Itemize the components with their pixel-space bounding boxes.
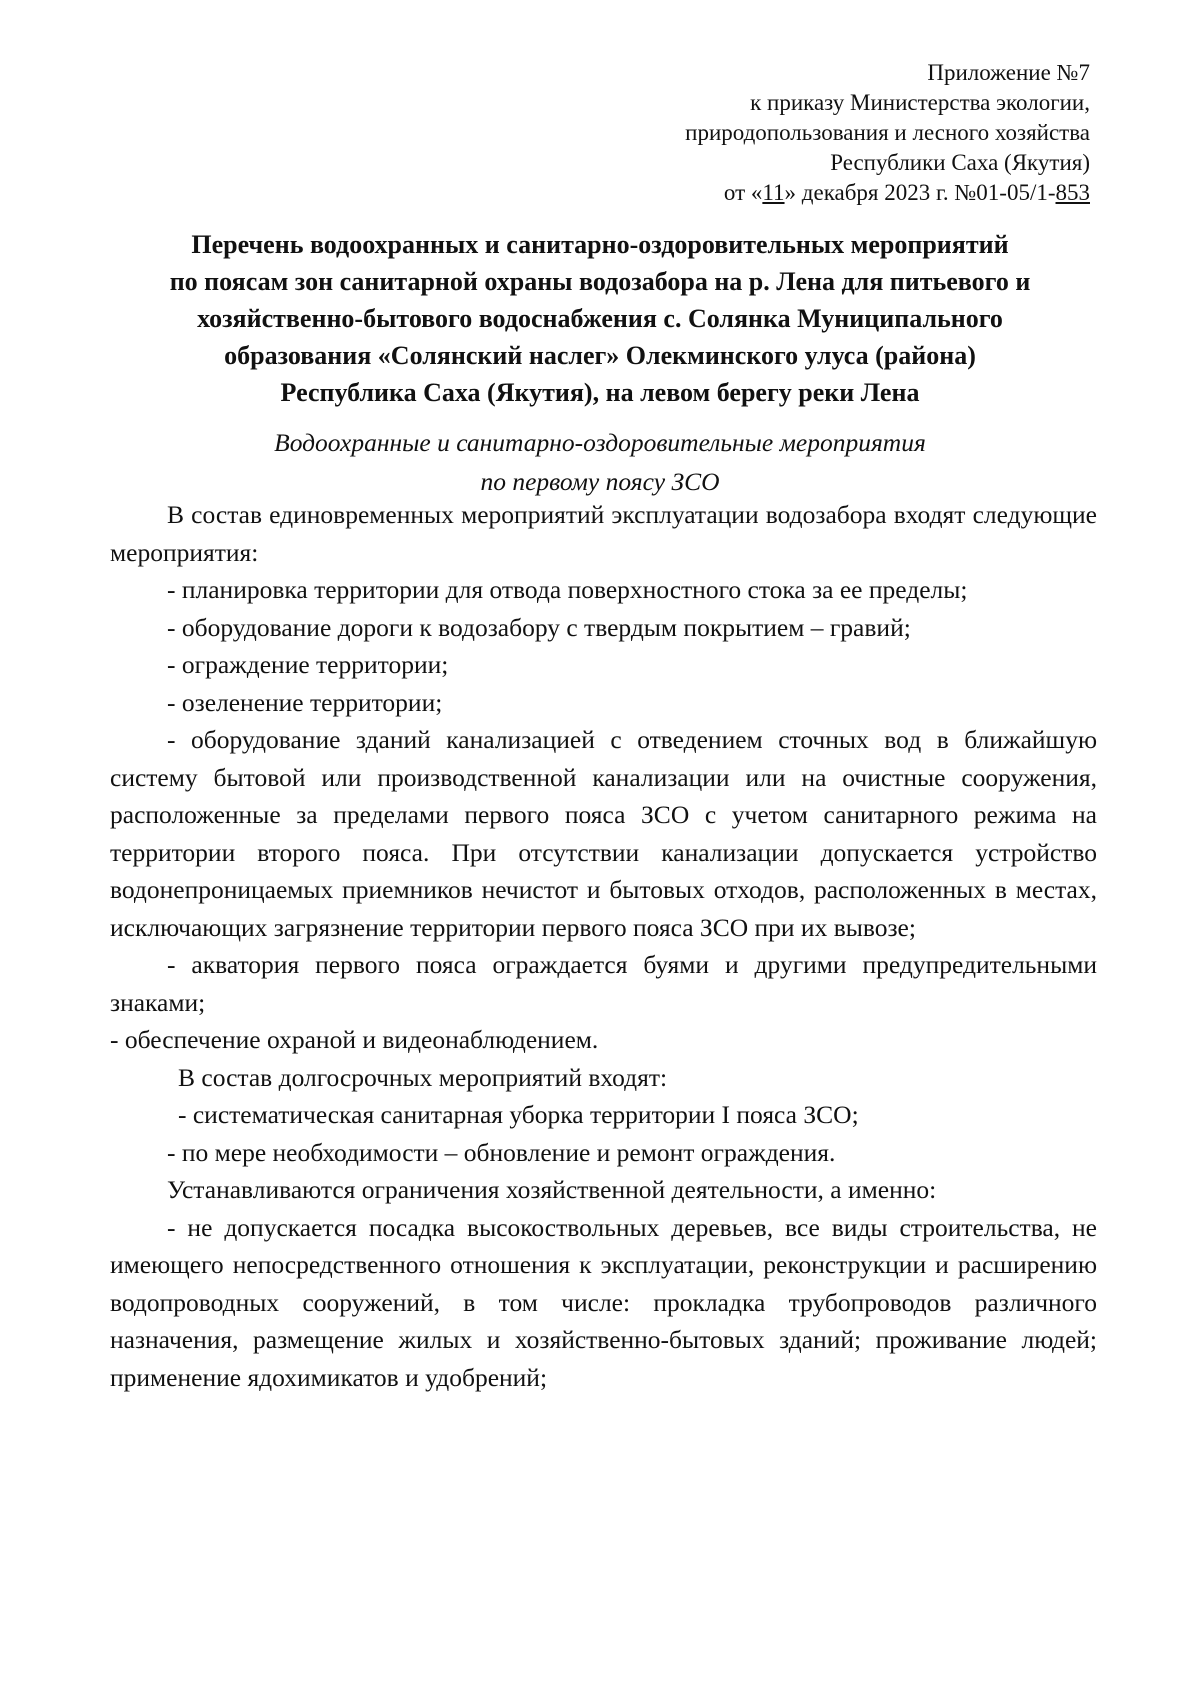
longterm-item-repair: - по мере необходимости – обновление и ремонт ограждения.	[167, 1137, 836, 1167]
subtitle-line-2: по первому поясу ЗСО	[480, 467, 720, 496]
longterm-intro: В состав долгосрочных мероприятий входят:	[178, 1062, 668, 1092]
section-subtitle	[110, 423, 1090, 501]
title-line-4: образования «Солянский наслег» Олекминского улуса (района)	[224, 341, 976, 370]
appendix-line-3: природопользования и лесного хозяйства	[685, 120, 1090, 145]
document-title	[110, 226, 1090, 411]
longterm-item-cleaning: - систематическая санитарная уборка территории I пояса ЗСО;	[178, 1100, 859, 1129]
appendix-line-4: Республики Саха (Якутия)	[830, 150, 1090, 175]
title-line-2: по поясам зон санитарной охраны водозабора на р. Лена для питьевого и	[169, 267, 1031, 296]
order-number: 853	[1055, 180, 1090, 205]
order-day: 11	[762, 180, 785, 205]
title-line-1: Перечень водоохранных и санитарно-оздоровительных мероприятий	[191, 230, 1009, 259]
restrictions-item: - не допускается посадка высокоствольных деревьев, все виды строительства, не имеющего непосредственного отношения к эксплуатации, реконструкции и расширению водопроводных сооружений, в том числе: прокладка трубопроводов различного назначения, размещение жилых и хозяйственно-бытовых зданий; проживание людей; применение ядохимикатов и удобрений;	[110, 1212, 1097, 1392]
list-item-planning: - планировка территории для отвода поверхностного стока за ее пределы;	[167, 575, 968, 604]
list-item-water-area: - акватория первого пояса ограждается буями и другими предупредительными знаками;	[110, 950, 1097, 1017]
order-date-middle: » декабря 2023 г. №01-05/1-	[784, 180, 1056, 205]
appendix-line-1: Приложение №7	[927, 60, 1090, 85]
order-date-prefix: от «	[723, 180, 763, 205]
restrictions-intro: Устанавливаются ограничения хозяйственной деятельности, а именно:	[167, 1175, 937, 1204]
title-line-5: Республика Саха (Якутия), на левом берегу реки Лена	[280, 378, 920, 407]
list-item-greening: - озеленение территории;	[167, 687, 443, 717]
appendix-line-2: к приказу Министерства экологии,	[750, 90, 1090, 115]
appendix-line-5	[685, 178, 1090, 208]
appendix-header	[685, 58, 1090, 208]
title-line-3: хозяйственно-бытового водоснабжения с. Солянка Муниципального	[197, 304, 1003, 333]
subtitle-line-1: Водоохранные и санитарно-оздоровительные мероприятия	[274, 428, 926, 457]
list-item-security: - обеспечение охраной и видеонаблюдением.	[110, 1025, 599, 1054]
list-item-sewerage: - оборудование зданий канализацией с отведением сточных вод в ближайшую систему бытовой или производственной канализации или на очистные сооружения, расположенные за пределами первого пояса ЗСО с учетом санитарного режима на территории второго пояса. При отсутствии канализации допускается устройство водонепроницаемых приемников нечистот и бытовых отходов, расположенных в местах, исключающих загрязнение территории первого пояса ЗСО при их вывозе;	[110, 725, 1097, 942]
intro-paragraph: В состав единовременных мероприятий эксплуатации водозабора входят следующие мероприятия:	[110, 500, 1097, 567]
list-item-fence: - ограждение территории;	[167, 650, 449, 679]
list-item-road: - оборудование дороги к водозабору с твердым покрытием – гравий;	[167, 612, 911, 642]
document-body	[110, 496, 1097, 1396]
